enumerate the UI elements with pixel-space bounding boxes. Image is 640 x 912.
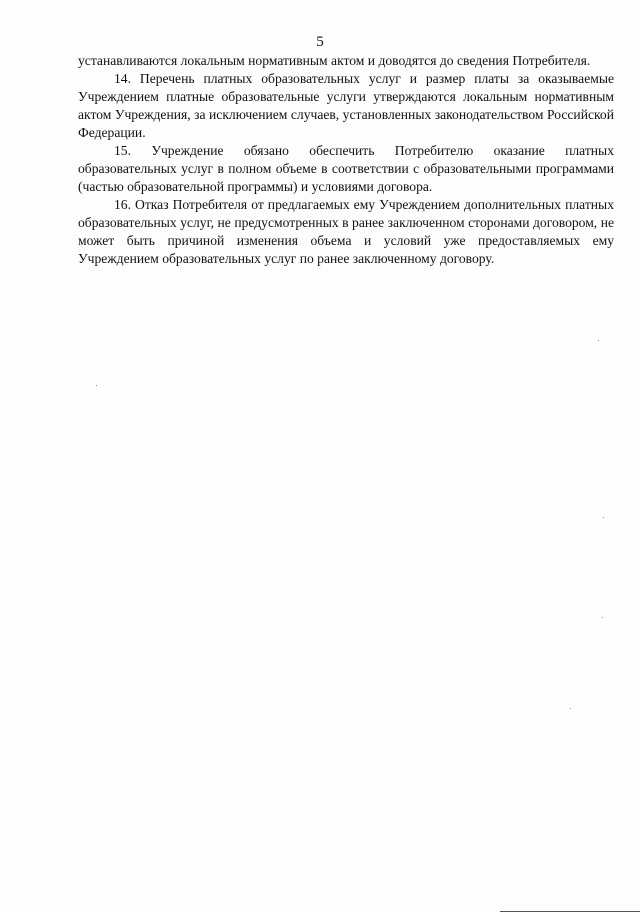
paragraph-15: 15. Учреждение обязано обеспечить Потребителю оказание платных образовательных услуг в полном объеме в соответствии с образовательными программами (частью образовательной программы) и условиями договора. (78, 143, 614, 194)
paragraph-continuation: устанавливаются локальным нормативным актом и доводятся до сведения Потребителя. (78, 53, 591, 68)
paragraph-16: 16. Отказ Потребителя от предлагаемых ему Учреждением дополнительных платных образовательных услуг, не предусмотренных в ранее заключенном сторонами договором, не может быть причиной изменения объема и условий уже предоставляемых ему Учреждением образовательных услуг по ранее заключенному договору. (78, 197, 614, 266)
paragraph-14: 14. Перечень платных образовательных услуг и размер платы за оказываемые Учреждением платные образовательные услуги утверждаются локальным нормативным актом Учреждения, за исключением случаев, установленных законодательством Российской Федерации. (78, 71, 614, 140)
scan-speck (598, 340, 599, 341)
document-body (78, 52, 614, 268)
scan-speck (570, 708, 571, 709)
page-number: 5 (316, 34, 324, 50)
scan-speck (603, 517, 604, 518)
scan-speck (96, 385, 97, 386)
scan-speck (602, 617, 603, 618)
